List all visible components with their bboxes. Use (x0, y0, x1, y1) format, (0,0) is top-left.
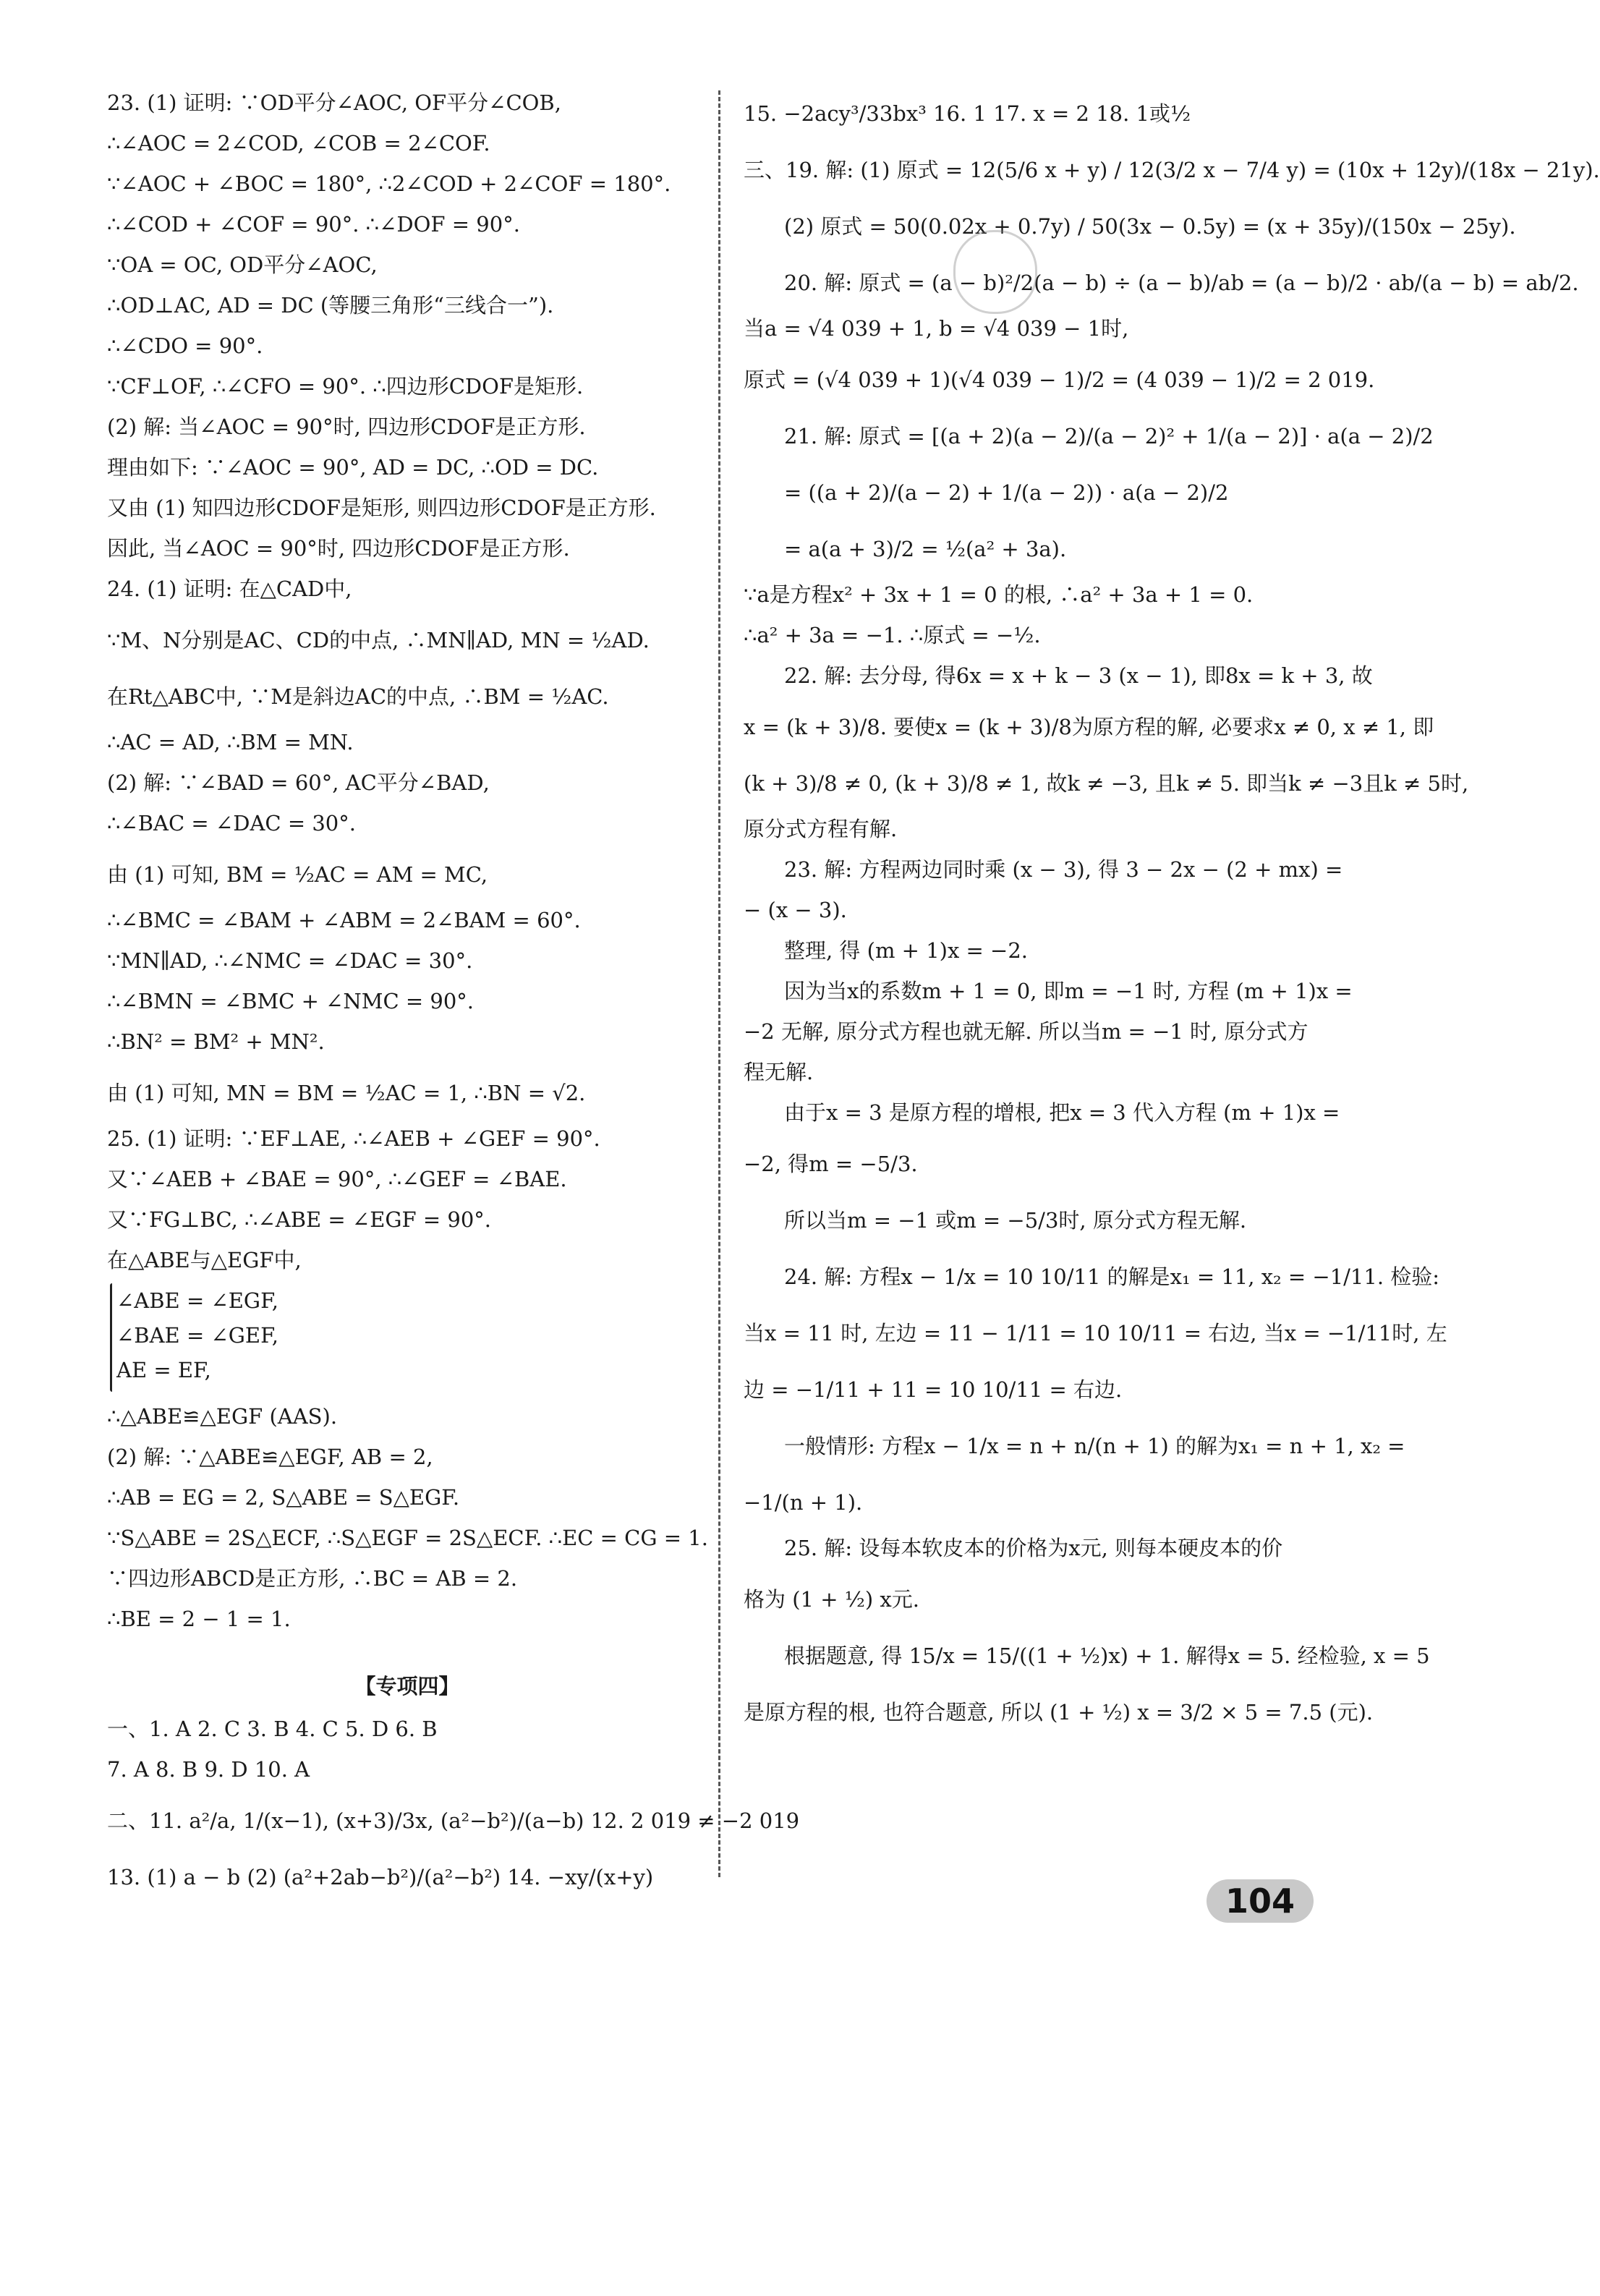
text-line: ∴BN² = BM² + MN². (107, 1029, 325, 1054)
text-line: 在Rt△ABC中, ∵M是斜边AC的中点, ∴BM = ½AC. (107, 684, 609, 709)
text-line: 一般情形: 方程x − 1/x = n + n/(n + 1) 的解为x₁ = n + 1, x₂ = (784, 1434, 1405, 1458)
text-line: x = (k + 3)/8. 要使x = (k + 3)/8为原方程的解, 必要求x ≠ 0, x ≠ 1, 即 (744, 715, 1434, 739)
text-line: (2) 原式 = 50(0.02x + 0.7y) / 50(3x − 0.5y) = (x + 35y)/(150x − 25y). (784, 214, 1516, 239)
text-line: ∴a² + 3a = −1. ∴原式 = −½. (744, 623, 1041, 647)
text-line: (2) 解: ∵∠BAD = 60°, AC平分∠BAD, (107, 770, 490, 795)
text-line: 所以当m = −1 或m = −5/3时, 原分式方程无解. (784, 1208, 1247, 1233)
text-line: 25. (1) 证明: ∵EF⊥AE, ∴∠AEB + ∠GEF = 90°. (107, 1126, 600, 1151)
answer-line: 13. (1) a − b (2) (a²+2ab−b²)/(a²−b²) 14. −xy/(x+y) (107, 1865, 654, 1889)
text-line: 由 (1) 可知, MN = BM = ½AC = 1, ∴BN = √2. (107, 1081, 586, 1105)
text-line: ∵四边形ABCD是正方形, ∴BC = AB = 2. (107, 1566, 518, 1591)
text-line: 是原方程的根, 也符合题意, 所以 (1 + ½) x = 3/2 × 5 = 7.5 (元). (744, 1700, 1374, 1725)
text-line: (2) 解: ∵△ABE≌△EGF, AB = 2, (107, 1445, 433, 1469)
text-line: ∵S△ABE = 2S△ECF, ∴S△EGF = 2S△ECF. ∴EC = CG = 1. (107, 1526, 708, 1550)
equation-lines (116, 1283, 278, 1387)
text-line: (k + 3)/8 ≠ 0, (k + 3)/8 ≠ 1, 故k ≠ −3, 且k ≠ 5. 即当k ≠ −3且k ≠ 5时, (744, 771, 1469, 796)
text-line: −2, 得m = −5/3. (744, 1152, 918, 1176)
text-line: ∴BE = 2 − 1 = 1. (107, 1607, 291, 1631)
text-line: ∴∠BAC = ∠DAC = 30°. (107, 811, 356, 836)
text-line: 24. 解: 方程x − 1/x = 10 10/11 的解是x₁ = 11, x₂ = −1/11. 检验: (784, 1264, 1440, 1289)
page-number: 104 (1207, 1879, 1314, 1923)
text-line: 根据题意, 得 15/x = 15/((1 + ½)x) + 1. 解得x = 5. 经检验, x = 5 (784, 1644, 1430, 1668)
text-line: 三、19. 解: (1) 原式 = 12(5/6 x + y) / 12(3/2 x − 7/4 y) = (10x + 12y)/(18x − 21y). (744, 158, 1600, 182)
equation-line: AE = EF, (116, 1358, 211, 1382)
text-line: 23. 解: 方程两边同时乘 (x − 3), 得 3 − 2x − (2 + mx) = (784, 857, 1343, 882)
text-line: ∴OD⊥AC, AD = DC (等腰三角形“三线合一”). (107, 293, 554, 318)
text-line: ∵CF⊥OF, ∴∠CFO = 90°. ∴四边形CDOF是矩形. (107, 374, 584, 399)
text-line: ∴AB = EG = 2, S△ABE = S△EGF. (107, 1485, 460, 1510)
text-line: 21. 解: 原式 = [(a + 2)(a − 2)/(a − 2)² + 1/(a − 2)] · a(a − 2)/2 (784, 424, 1434, 448)
text-line: 23. (1) 证明: ∵OD平分∠AOC, OF平分∠COB, (107, 90, 561, 115)
column-divider (718, 90, 720, 1877)
text-line: 15. −2acy³/33bx³ 16. 1 17. x = 2 18. 1或½ (744, 101, 1191, 126)
text-line: 当x = 11 时, 左边 = 11 − 1/11 = 10 10/11 = 右边, 当x = −1/11时, 左 (744, 1321, 1447, 1345)
section-title: 【专项四】 (354, 1674, 460, 1698)
text-line: ∵a是方程x² + 3x + 1 = 0 的根, ∴a² + 3a + 1 = 0. (744, 582, 1254, 607)
text-line: 格为 (1 + ½) x元. (744, 1587, 919, 1612)
text-line: 24. (1) 证明: 在△CAD中, (107, 577, 352, 601)
text-line: = a(a + 3)/2 = ½(a² + 3a). (784, 537, 1067, 561)
text-line: ∴∠BMN = ∠BMC + ∠NMC = 90°. (107, 989, 475, 1013)
text-line: 理由如下: ∵∠AOC = 90°, AD = DC, ∴OD = DC. (107, 455, 599, 480)
equation-line: ∠ABE = ∠EGF, (116, 1288, 278, 1313)
watermark-stamp (953, 230, 1037, 314)
text-line: ∵∠AOC + ∠BOC = 180°, ∴2∠COD + 2∠COF = 180°. (107, 171, 671, 196)
text-line: ∵MN∥AD, ∴∠NMC = ∠DAC = 30°. (107, 948, 473, 973)
text-line: = ((a + 2)/(a − 2) + 1/(a − 2)) · a(a − 2)/2 (784, 480, 1229, 505)
text-line: 25. 解: 设每本软皮本的价格为x元, 则每本硬皮本的价 (784, 1536, 1283, 1560)
equation-line: ∠BAE = ∠GEF, (116, 1323, 278, 1348)
text-line: (2) 解: 当∠AOC = 90°时, 四边形CDOF是正方形. (107, 414, 586, 439)
text-line: ∴AC = AD, ∴BM = MN. (107, 730, 354, 754)
text-line: 20. 解: 原式 = (a − b)²/2(a − b) ÷ (a − b)/ab = (a − b)/2 · ab/(a − b) = ab/2. (784, 271, 1579, 295)
text-line: ∵M、N分别是AC、CD的中点, ∴MN∥AD, MN = ½AD. (107, 628, 650, 652)
text-line: 又∵∠AEB + ∠BAE = 90°, ∴∠GEF = ∠BAE. (107, 1167, 567, 1191)
answer-line: 一、1. A 2. C 3. B 4. C 5. D 6. B (107, 1717, 438, 1741)
text-line: ∴∠AOC = 2∠COD, ∠COB = 2∠COF. (107, 131, 490, 156)
answer-line: 7. A 8. B 9. D 10. A (107, 1757, 310, 1782)
text-line: −1/(n + 1). (744, 1490, 863, 1515)
equation-system (107, 1283, 707, 1399)
text-line: ∵OA = OC, OD平分∠AOC, (107, 252, 378, 277)
text-line: 边 = −1/11 + 11 = 10 10/11 = 右边. (744, 1377, 1123, 1402)
text-line: −2 无解, 原分式方程也就无解. 所以当m = −1 时, 原分式方 (744, 1019, 1308, 1044)
text-line: 因为当x的系数m + 1 = 0, 即m = −1 时, 方程 (m + 1)x = (784, 979, 1353, 1003)
text-line: 由于x = 3 是原方程的增根, 把x = 3 代入方程 (m + 1)x = (784, 1100, 1340, 1125)
left-brace (110, 1283, 112, 1392)
right-column (744, 85, 1600, 1740)
answer-line: 二、11. a²/a, 1/(x−1), (x+3)/3x, (a²−b²)/(a−b) 12. 2 019 ≠ −2 019 (107, 1808, 800, 1833)
text-line: − (x − 3). (744, 898, 847, 922)
text-line: 因此, 当∠AOC = 90°时, 四边形CDOF是正方形. (107, 536, 570, 561)
text-line: 原式 = (√4 039 + 1)(√4 039 − 1)/2 = (4 039 − 1)/2 = 2 019. (744, 367, 1375, 392)
text-line: 由 (1) 可知, BM = ½AC = AM = MC, (107, 862, 488, 887)
text-line: 整理, 得 (m + 1)x = −2. (784, 938, 1029, 963)
text-line: 在△ABE与△EGF中, (107, 1248, 302, 1272)
text-line: 当a = √4 039 + 1, b = √4 039 − 1时, (744, 316, 1129, 341)
text-line: ∴∠CDO = 90°. (107, 333, 263, 358)
text-line: 原分式方程有解. (744, 817, 898, 841)
text-line: 程无解. (744, 1060, 814, 1084)
text-line: 又由 (1) 知四边形CDOF是矩形, 则四边形CDOF是正方形. (107, 496, 656, 520)
text-line: 22. 解: 去分母, 得6x = x + k − 3 (x − 1), 即8x = k + 3, 故 (784, 663, 1373, 688)
text-line: ∴△ABE≌△EGF (AAS). (107, 1404, 338, 1429)
text-line: ∴∠BMC = ∠BAM + ∠ABM = 2∠BAM = 60°. (107, 908, 581, 932)
text-line: ∴∠COD + ∠COF = 90°. ∴∠DOF = 90°. (107, 212, 520, 237)
text-line: 又∵FG⊥BC, ∴∠ABE = ∠EGF = 90°. (107, 1207, 492, 1232)
